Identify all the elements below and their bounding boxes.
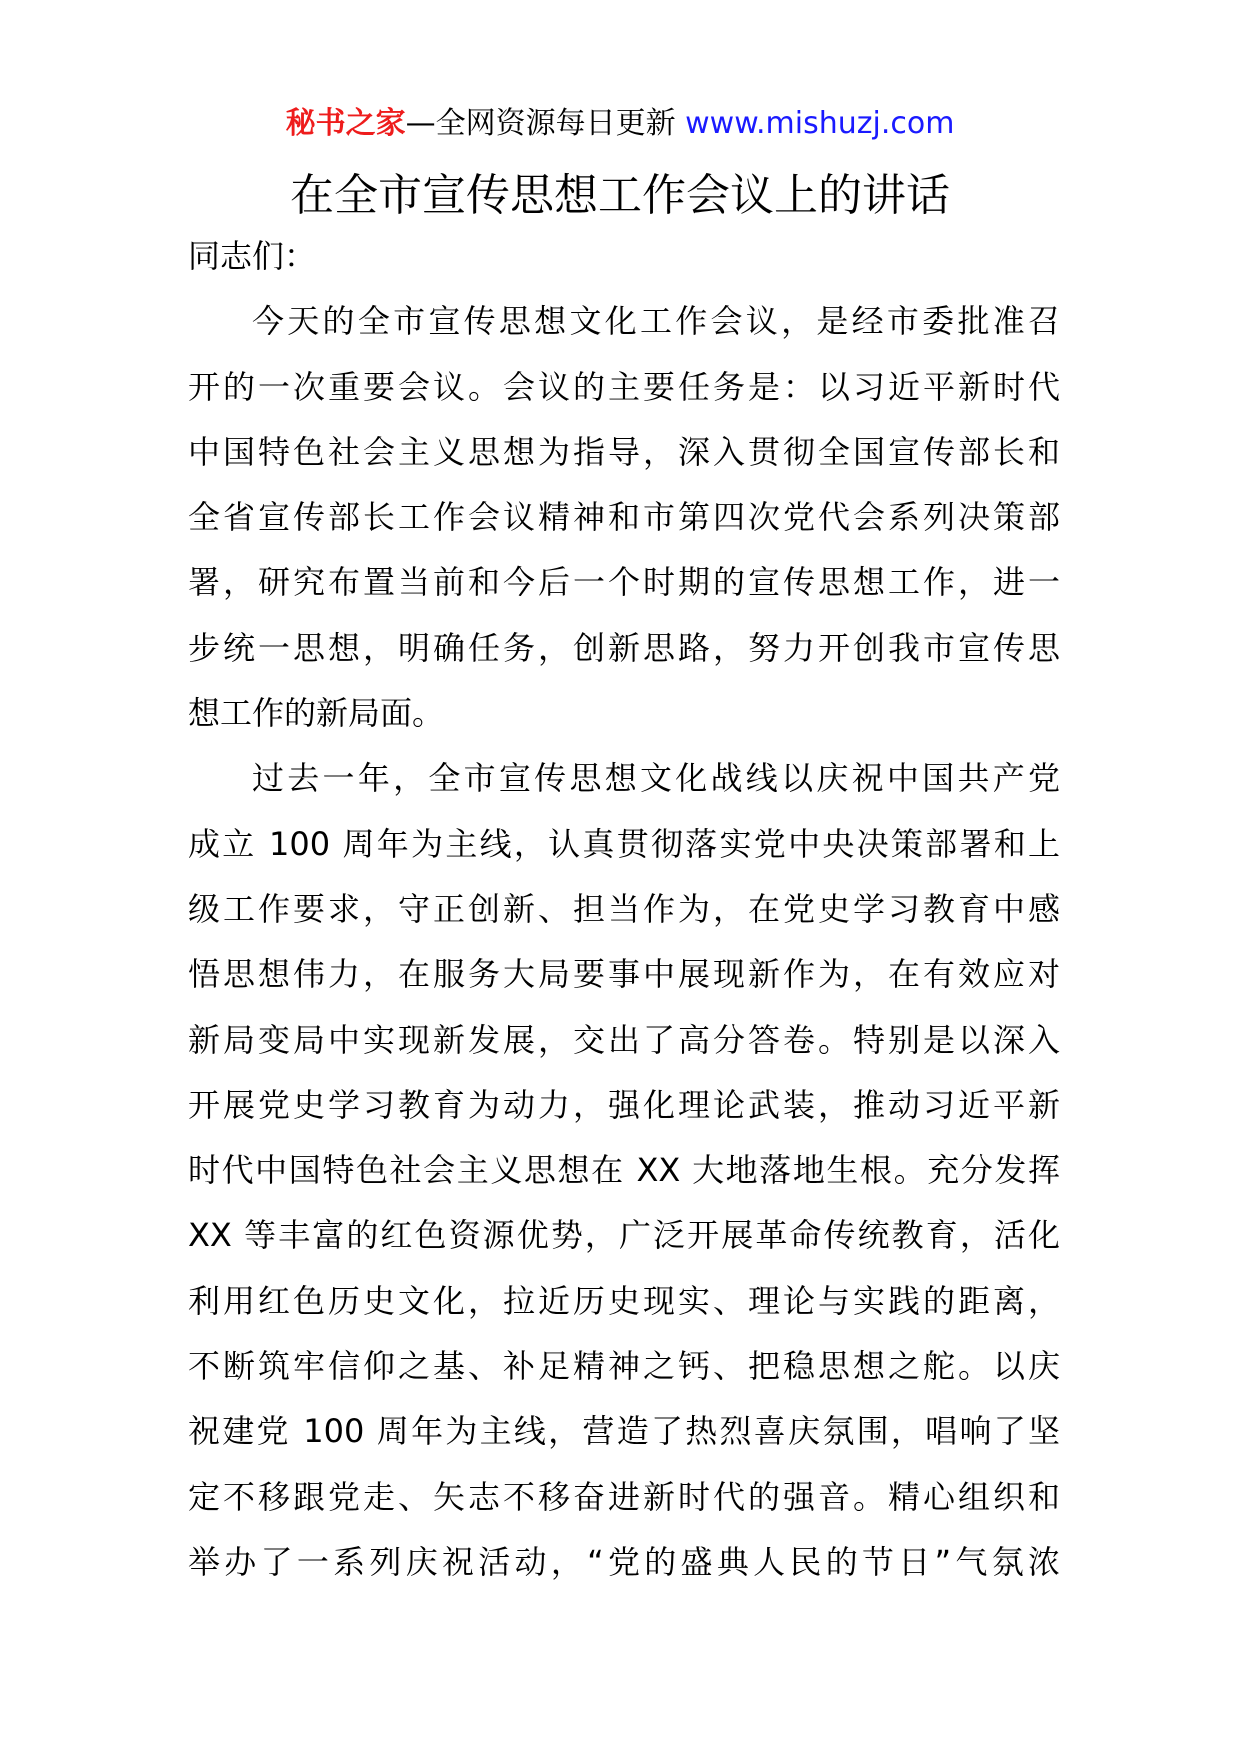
paragraph-line: 全省宣传部长工作会议精神和市第四次党代会系列决策部 <box>188 498 1060 537</box>
paragraph-line: 悟思想伟力，在服务大局要事中展现新作为，在有效应对 <box>188 955 1060 994</box>
paragraph-line: 开的一次重要会议。会议的主要任务是：以习近平新时代 <box>188 367 1060 406</box>
paragraph-2 <box>188 746 1060 1595</box>
brand-name: 秘书之家 <box>285 106 406 141</box>
document-body <box>188 224 1060 1595</box>
paragraph-line: XX 等丰富的红色资源优势，广泛开展革命传统教育，活化 <box>188 1216 1060 1255</box>
paragraph-line: 级工作要求，守正创新、担当作为，在党史学习教育中感 <box>188 889 1060 928</box>
site-header <box>0 100 1240 148</box>
site-url-link[interactable]: www.mishuzj.com <box>685 106 955 141</box>
header-tagline: —全网资源每日更新 <box>405 106 676 141</box>
paragraph-1 <box>188 289 1060 746</box>
paragraph-line: 今天的全市宣传思想文化工作会议，是经市委批准召 <box>252 302 1060 341</box>
paragraph-line: 成立 100 周年为主线，认真贯彻落实党中央决策部署和上 <box>188 824 1060 863</box>
salutation: 同志们： <box>188 237 317 275</box>
paragraph-line: 定不移跟党走、矢志不移奋进新时代的强音。精心组织和 <box>188 1477 1060 1516</box>
paragraph-line: 中国特色社会主义思想为指导，深入贯彻全国宣传部长和 <box>188 432 1060 471</box>
paragraph-line: 不断筑牢信仰之基、补足精神之钙、把稳思想之舵。以庆 <box>188 1347 1060 1386</box>
paragraph-line: 举办了一系列庆祝活动，“党的盛典人民的节日”气氛浓 <box>188 1542 1060 1581</box>
paragraph-line: 想工作的新局面。 <box>188 694 445 733</box>
paragraph-line: 开展党史学习教育为动力，强化理论武装，推动习近平新 <box>188 1085 1060 1124</box>
paragraph-line: 利用红色历史文化，拉近历史现实、理论与实践的距离， <box>188 1281 1060 1320</box>
paragraph-line: 祝建党 100 周年为主线，营造了热烈喜庆氛围，唱响了坚 <box>188 1412 1060 1451</box>
paragraph-line: 新局变局中实现新发展，交出了高分答卷。特别是以深入 <box>188 1020 1060 1059</box>
paragraph-line: 署，研究布置当前和今后一个时期的宣传思想工作，进一 <box>188 563 1060 602</box>
paragraph-line: 时代中国特色社会主义思想在 XX 大地落地生根。充分发挥 <box>188 1151 1060 1190</box>
paragraph-line: 步统一思想，明确任务，创新思路，努力开创我市宣传思 <box>188 628 1060 667</box>
paragraph-line: 过去一年，全市宣传思想文化战线以庆祝中国共产党 <box>252 759 1060 798</box>
document-title: 在全市宣传思想工作会议上的讲话 <box>290 170 950 221</box>
